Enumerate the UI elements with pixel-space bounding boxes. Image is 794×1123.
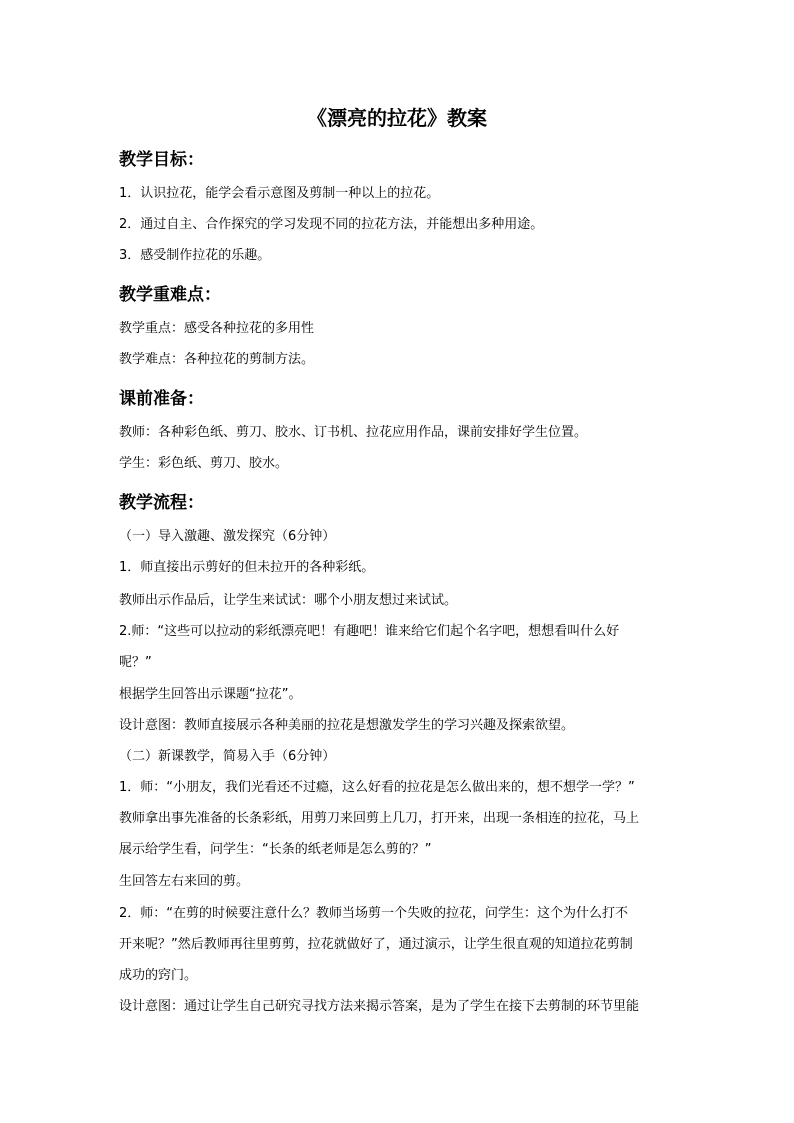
process-line-10: 教师拿出事先准备的长条彩纸，用剪刀来回剪上几刀，打开来，出现一条相连的拉花，马上 <box>119 811 640 826</box>
process-line-7: 设计意图：教师直接展示各种美丽的拉花是想激发学生的学习兴趣及探索欲望。 <box>119 718 575 733</box>
process-line-16: 设计意图：通过让学生自己研究寻找方法来揭示答案，是为了学生在接下去剪制的环节里能 <box>119 999 640 1014</box>
process-line-11: 展示给学生看，问学生：“长条的纸老师是怎么剪的？” <box>119 842 432 857</box>
process-line-1: （一）导入激趣、激发探究（6分钟） <box>119 529 336 544</box>
goal-line-3: 3．感受制作拉花的乐趣。 <box>119 248 271 263</box>
prep-line-2: 学生：彩色纸、剪刀、胶水。 <box>119 456 289 471</box>
heading-teaching-goals: 教学目标： <box>119 150 204 170</box>
process-line-15: 成功的窍门。 <box>119 968 198 983</box>
heading-process: 教学流程： <box>119 493 204 513</box>
process-line-8: （二）新课教学，简易入手（6分钟） <box>119 749 336 764</box>
prep-line-1: 教师：各种彩色纸、剪刀、胶水、订书机、拉花应用作品，课前安排好学生位置。 <box>119 425 588 440</box>
process-line-12: 生回答左右来回的剪。 <box>119 874 250 889</box>
heading-preparation: 课前准备： <box>119 389 204 409</box>
keypoint-line-2: 教学难点：各种拉花的剪制方法。 <box>119 352 315 367</box>
heading-key-points: 教学重难点： <box>119 285 221 305</box>
process-line-2: 1．师直接出示剪好的但未拉开的各种彩纸。 <box>119 560 375 575</box>
process-line-6: 根据学生回答出示课题“拉花”。 <box>119 687 302 702</box>
process-line-14: 开来呢？”然后教师再往里剪剪，拉花就做好了，通过演示，让学生很直观的知道拉花剪制 <box>119 937 633 952</box>
process-line-5: 呢？” <box>119 655 152 670</box>
process-line-3: 教师出示作品后，让学生来试试：哪个小朋友想过来试试。 <box>119 593 458 608</box>
process-line-13: 2．师：“在剪的时候要注意什么？教师当场剪一个失败的拉花，问学生：这个为什么打不 <box>119 906 629 921</box>
keypoint-line-1: 教学重点：感受各种拉花的多用性 <box>119 321 315 336</box>
document-title: 《漂亮的拉花》教案 <box>307 106 487 130</box>
process-line-9: 1．师：“小朋友，我们光看还不过瘾，这么好看的拉花是怎么做出来的，想不想学一学？” <box>119 780 635 795</box>
goal-line-2: 2．通过自主、合作探究的学习发现不同的拉花方法，并能想出多种用途。 <box>119 217 544 232</box>
goal-line-1: 1．认识拉花，能学会看示意图及剪制一种以上的拉花。 <box>119 186 440 201</box>
process-line-4: 2.师：“这些可以拉动的彩纸漂亮吧！有趣吧！谁来给它们起个名字吧，想想看叫什么好 <box>119 624 620 639</box>
